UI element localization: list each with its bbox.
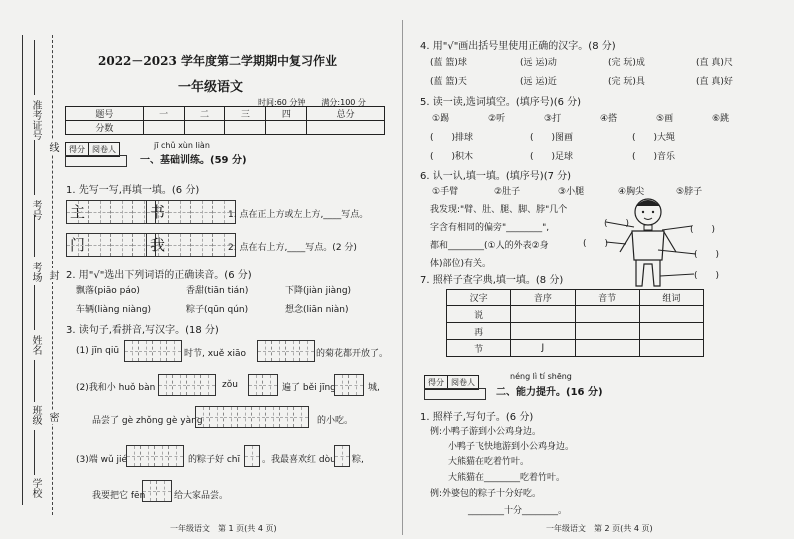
q6-text: 都和________(①人的外表②身 (430, 241, 549, 251)
q2-item[interactable]: 粽子(qūn qún) (186, 305, 249, 315)
q3-2-text: (2)我和小 huǒ bàn (76, 383, 156, 393)
q4-item[interactable]: (直 真)好 (696, 77, 733, 87)
q3-3-text: 我要把它 fēn (92, 491, 146, 501)
class-label: 班级 (30, 405, 41, 425)
q3-1-text: 时节, xuě xiāo (184, 349, 246, 359)
q5-blank[interactable]: ( )排球 (430, 133, 474, 143)
score-cell[interactable] (266, 121, 307, 135)
s2-answer-line[interactable]: 大熊猫在________吃着竹叶。 (448, 473, 566, 483)
seat-number-label: 考号 (30, 200, 41, 220)
score-cell[interactable] (143, 121, 184, 135)
figure-blank[interactable]: ( ) (694, 250, 720, 260)
dict-cell[interactable] (575, 323, 639, 340)
s2-example: 小鸭子飞快地游到小公鸡身边。 (448, 442, 575, 452)
dict-cell[interactable] (511, 323, 575, 340)
dict-char: 说 (447, 306, 511, 323)
name-label: 姓名 (30, 335, 41, 355)
dict-header: 音节 (575, 290, 639, 306)
tzg-grid-4[interactable] (146, 233, 236, 257)
boy-figure-illustration (596, 194, 706, 294)
dict-char: 节 (447, 340, 511, 357)
q1-title: 1. 先写一写,再填一填。(6 分) (66, 185, 200, 196)
tzg-grid-3[interactable] (66, 233, 156, 257)
q2-item[interactable]: 下降(jiàn jiàng) (285, 286, 352, 296)
tzg-char: 书 (147, 201, 169, 223)
dict-char: 再 (447, 323, 511, 340)
q6-option: ②肚子 (494, 187, 521, 197)
q5-option: ①踢 (432, 114, 450, 124)
score-row-label: 分数 (66, 121, 144, 135)
figure-blank[interactable]: ( ) (583, 239, 609, 249)
q6-option: ④胸尖 (618, 187, 645, 197)
q5-option: ⑥跳 (712, 114, 730, 124)
figure-blank[interactable]: ( ) (694, 271, 720, 281)
q2-item[interactable]: 飘落(piāo páo) (76, 286, 140, 296)
score-table (65, 106, 385, 135)
q6-option: ①手臂 (432, 187, 459, 197)
q6-text: 体)部位)有关。 (430, 259, 492, 269)
cut-mark-mi: 密 (47, 412, 58, 422)
school-label: 学校 (30, 478, 41, 498)
q5-option: ③打 (544, 114, 562, 124)
q4-item[interactable]: (完 玩)具 (608, 77, 645, 87)
grader-fill-2[interactable] (424, 388, 486, 400)
tzg-grid-1[interactable] (66, 200, 156, 224)
q2-item[interactable]: 香甜(tiān tián) (186, 286, 249, 296)
q5-blank[interactable]: ( )音乐 (632, 152, 676, 162)
name-field[interactable] (34, 285, 35, 330)
answer-grid[interactable] (195, 406, 309, 428)
q4-item[interactable]: (远 运)近 (520, 77, 557, 87)
q3-3-text: (3)端 wǔ jié (76, 455, 128, 465)
q6-title: 6. 认一认,填一填。(填序号)(7 分) (420, 171, 572, 182)
score-cell[interactable] (184, 121, 225, 135)
q6-option: ③小腿 (558, 187, 585, 197)
q3-3-text: 。我最喜欢红 dòu (262, 455, 336, 465)
exam-number-field[interactable] (34, 40, 35, 95)
q3-3-text: 给大家品尝。 (174, 491, 229, 501)
score-header: 题号 (66, 107, 144, 121)
page-divider (402, 20, 403, 535)
cut-mark-xian: 线 (47, 142, 58, 152)
binding-divider (22, 35, 23, 505)
grader-score-label: 得分 (66, 143, 89, 156)
tzg-char: 主 (67, 201, 89, 223)
tzg-char: 我 (147, 234, 169, 256)
answer-grid[interactable] (334, 374, 364, 396)
q5-blank[interactable]: ( )积木 (430, 152, 474, 162)
q2-item[interactable]: 想念(liān niàn) (285, 305, 349, 315)
q2-item[interactable]: 车辆(liàng niàng) (76, 305, 151, 315)
exam-meta: 时间:60 分钟 满分:100 分 (258, 98, 366, 107)
q4-item[interactable]: (直 真)尺 (696, 58, 733, 68)
page-footer-2: 一年级语文 第 2 页(共 4 页) (546, 524, 653, 533)
tzg-char: 门 (67, 234, 89, 256)
score-cell[interactable] (307, 121, 385, 135)
grader-fill-1[interactable] (65, 155, 127, 167)
section1-title: 一、基础训练。(59 分) (140, 155, 247, 166)
q4-item[interactable]: (蓝 篮)天 (430, 77, 467, 87)
q4-item[interactable]: (完 玩)成 (608, 58, 645, 68)
q3-2-text: 城, (368, 383, 380, 393)
q5-title: 5. 读一读,选词填空。(填序号)(6 分) (420, 97, 582, 108)
q3-2-text: 的小吃。 (317, 416, 354, 426)
score-header: 四 (266, 107, 307, 121)
s2-example: 例:小鸭子游到小公鸡身边。 (430, 427, 542, 437)
q5-blank[interactable]: ( )足球 (530, 152, 574, 162)
grader-score-label: 得分 (425, 376, 448, 389)
q3-1-pinyin: (1) jīn qiū (76, 346, 120, 356)
score-header: 一 (143, 107, 184, 121)
q4-item[interactable]: (远 运)动 (520, 58, 557, 68)
s2-prompt: 大熊猫在吃着竹叶。 (448, 457, 530, 467)
room-label: 考场 (30, 262, 41, 282)
grader-reviewer-label: 阅卷人 (92, 145, 116, 154)
page-footer-1: 一年级语文 第 1 页(共 4 页) (170, 524, 277, 533)
answer-grid[interactable] (244, 445, 260, 467)
s2-q1-title: 1. 照样子,写句子。(6 分) (420, 412, 534, 423)
q3-2-text: 遍了 běi jīng (282, 383, 336, 393)
q3-3-text: 的粽子好 chī (188, 455, 241, 465)
dict-cell[interactable] (575, 306, 639, 323)
answer-grid[interactable] (158, 374, 216, 396)
s2-example: 例:外婆包的粽子十分好吃。 (430, 489, 542, 499)
section2-pinyin: néng lì tí shēng (510, 372, 572, 381)
dict-header: 组词 (639, 290, 703, 306)
dict-cell[interactable] (639, 323, 703, 340)
room-field[interactable] (34, 215, 35, 257)
dict-cell[interactable] (511, 306, 575, 323)
q1-rule-b: 2. 点在右上方,____写点。(2 分) (228, 243, 357, 253)
q4-item[interactable]: (蓝 篮)球 (430, 58, 467, 68)
q6-text: 字含有相同的偏旁"________", (430, 223, 550, 233)
score-cell[interactable] (225, 121, 266, 135)
answer-grid[interactable] (257, 340, 315, 362)
section2-title: 二、能力提升。(16 分) (496, 387, 603, 398)
q3-3-text: 粽, (352, 455, 364, 465)
q6-text: 我发现:"臂、肚、腿、脚、脖"几个 (430, 205, 568, 215)
s2-answer-line[interactable]: ________十分________。 (468, 506, 568, 516)
q4-title: 4. 用"√"画出括号里使用正确的汉字。(8 分) (420, 41, 616, 52)
figure-blank[interactable]: ( ) (604, 219, 630, 229)
score-header: 二 (184, 107, 225, 121)
score-header: 总分 (307, 107, 385, 121)
q5-option: ④搭 (600, 114, 618, 124)
school-field[interactable] (34, 430, 35, 475)
seat-number-field[interactable] (34, 140, 35, 195)
q3-title: 3. 读句子,看拼音,写汉字。(18 分) (66, 325, 219, 336)
answer-grid[interactable] (334, 445, 350, 467)
dict-header: 汉字 (447, 290, 511, 306)
score-header: 三 (225, 107, 266, 121)
q3-1-text: 的菊花都开放了。 (316, 349, 389, 359)
dict-cell[interactable] (639, 340, 703, 357)
figure-blank[interactable]: ( ) (690, 225, 716, 235)
q2-title: 2. 用"√"选出下列词语的正确读音。(6 分) (66, 270, 252, 281)
class-field[interactable] (34, 360, 35, 402)
q1-rule-a: 1. 点在正上方或左上方,____写点。 (228, 210, 369, 220)
q5-blank[interactable]: ( )大绳 (632, 133, 676, 143)
q3-2-text: zǒu (222, 380, 238, 390)
q5-option: ⑤画 (656, 114, 674, 124)
answer-grid[interactable] (126, 445, 184, 467)
cut-mark-feng: 封 (47, 270, 58, 280)
q3-2-text: 品尝了 gè zhǒng gè yàng (92, 416, 203, 426)
subject-title: 一年级语文 (178, 80, 244, 95)
q5-option: ②听 (488, 114, 506, 124)
q7-title: 7. 照样子查字典,填一填。(8 分) (420, 275, 564, 286)
answer-grid[interactable] (142, 480, 172, 502)
answer-grid[interactable] (248, 374, 278, 396)
dict-cell[interactable] (575, 340, 639, 357)
dict-cell[interactable]: J (511, 340, 575, 357)
exam-number-label: 准考证号 (30, 100, 41, 140)
exam-title: 2022－2023 学年度第二学期期中复习作业 (98, 54, 337, 68)
q6-option: ⑤脖子 (676, 187, 703, 197)
dictionary-table (446, 289, 704, 357)
dict-cell[interactable] (639, 306, 703, 323)
section1-pinyin: jī chǔ xùn liàn (154, 141, 210, 150)
dict-header: 音序 (511, 290, 575, 306)
tzg-grid-2[interactable] (146, 200, 236, 224)
q5-blank[interactable]: ( )图画 (530, 133, 574, 143)
answer-grid[interactable] (124, 340, 182, 362)
grader-reviewer-label: 阅卷人 (451, 378, 475, 387)
